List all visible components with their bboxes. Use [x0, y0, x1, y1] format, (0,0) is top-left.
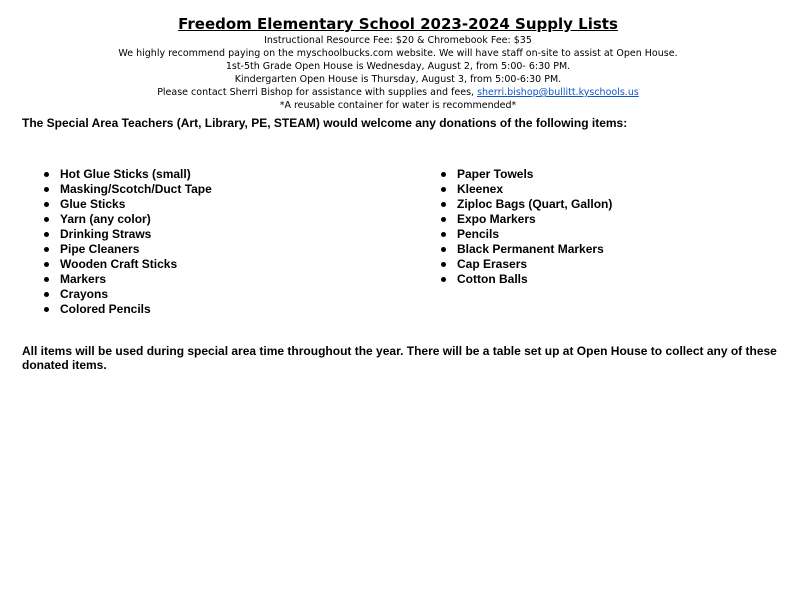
list-item: Paper Towels — [439, 167, 612, 182]
list-item: Markers — [42, 272, 212, 287]
list-item: Pencils — [439, 227, 612, 242]
payment-line: We highly recommend paying on the myschoolbucks.com website. We will have staff on-site to assist at Open House. — [118, 48, 678, 59]
open-house-line: 1st-5th Grade Open House is Wednesday, August 2, from 5:00- 6:30 PM. — [225, 61, 571, 72]
list-item: Glue Sticks — [42, 197, 212, 212]
fee-line: Instructional Resource Fee: $20 & Chromebook Fee: $35 — [264, 35, 532, 46]
info-block — [0, 34, 796, 112]
list-item: Drinking Straws — [42, 227, 212, 242]
donation-list-left — [42, 167, 212, 317]
list-item: Cotton Balls — [439, 272, 612, 287]
donation-list-right — [439, 167, 612, 287]
list-item: Wooden Craft Sticks — [42, 257, 212, 272]
footer-note: All items will be used during special area time throughout the year. There will be a table set up at Open House to collect any of these donated items. — [22, 344, 777, 372]
list-item: Expo Markers — [439, 212, 612, 227]
list-item: Ziploc Bags (Quart, Gallon) — [439, 197, 612, 212]
list-item: Colored Pencils — [42, 302, 212, 317]
donations-heading: The Special Area Teachers (Art, Library, PE, STEAM) would welcome any donations of the following items: — [22, 116, 628, 130]
list-item: Crayons — [42, 287, 212, 302]
list-item: Masking/Scotch/Duct Tape — [42, 182, 212, 197]
list-item: Hot Glue Sticks (small) — [42, 167, 212, 182]
contact-text: Please contact Sherri Bishop for assistance with supplies and fees, — [157, 87, 478, 98]
page-title: Freedom Elementary School 2023-2024 Supply Lists — [178, 15, 618, 33]
list-item: Yarn (any color) — [42, 212, 212, 227]
list-item: Pipe Cleaners — [42, 242, 212, 257]
kindergarten-open-house-line: Kindergarten Open House is Thursday, August 3, from 5:00-6:30 PM. — [234, 74, 562, 85]
list-item: Cap Erasers — [439, 257, 612, 272]
list-item: Black Permanent Markers — [439, 242, 612, 257]
contact-line — [0, 86, 796, 99]
water-note: *A reusable container for water is recommended* — [279, 100, 517, 111]
list-item: Kleenex — [439, 182, 612, 197]
contact-email-link[interactable]: sherri.bishop@bullitt.kyschools.us — [477, 87, 639, 98]
